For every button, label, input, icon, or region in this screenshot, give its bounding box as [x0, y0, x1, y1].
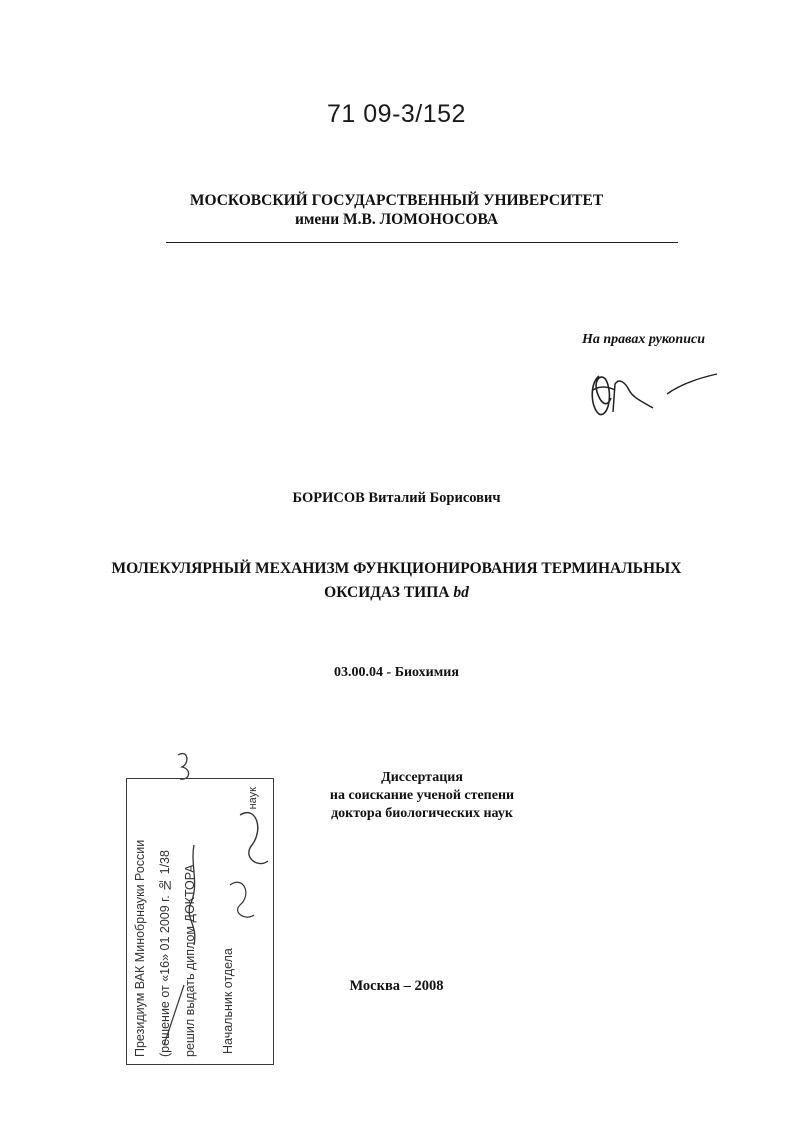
title-line2-suffix: bd	[453, 584, 469, 601]
city-year: Москва – 2008	[349, 978, 444, 994]
stamp-line-field: наук	[247, 787, 259, 810]
archive-code: 71 09-3/152	[327, 100, 466, 128]
manuscript-note: На правах рукописи	[582, 332, 705, 347]
degree-heading: Диссертация	[381, 770, 463, 785]
specialty-code: 03.00.04 - Биохимия	[334, 665, 459, 680]
degree-type: доктора биологических наук	[331, 806, 513, 821]
dissertation-title-continued	[0, 584, 793, 602]
title-line2-prefix: ОКСИДАЗ ТИПА	[324, 584, 454, 601]
degree-purpose: на соискание ученой степени	[329, 788, 515, 803]
dissertation-title: МОЛЕКУЛЯРНЫЙ МЕХАНИЗМ ФУНКЦИОНИРОВАНИЯ ТЕРМИНАЛЬНЫХ	[111, 560, 682, 577]
stamp-line-decision: (решение от «16» 01 2009 г. № 1/38	[158, 850, 172, 1057]
author-name: БОРИСОВ Виталий Борисович	[292, 490, 501, 506]
author-signature	[585, 368, 725, 424]
stamp-line-diploma: решил выдать диплом ДОКТОРА	[183, 864, 197, 1057]
stamp-line-head: Начальник отдела	[221, 948, 235, 1054]
university-subname: имени М.В. ЛОМОНОСОВА	[294, 211, 499, 228]
header-divider	[166, 242, 678, 243]
university-name: МОСКОВСКИЙ ГОСУДАРСТВЕННЫЙ УНИВЕРСИТЕТ	[189, 192, 604, 209]
stamp-handwriting	[160, 745, 280, 1065]
stamp-line-presidium: Президиум ВАК Минобрнауки России	[133, 839, 147, 1057]
